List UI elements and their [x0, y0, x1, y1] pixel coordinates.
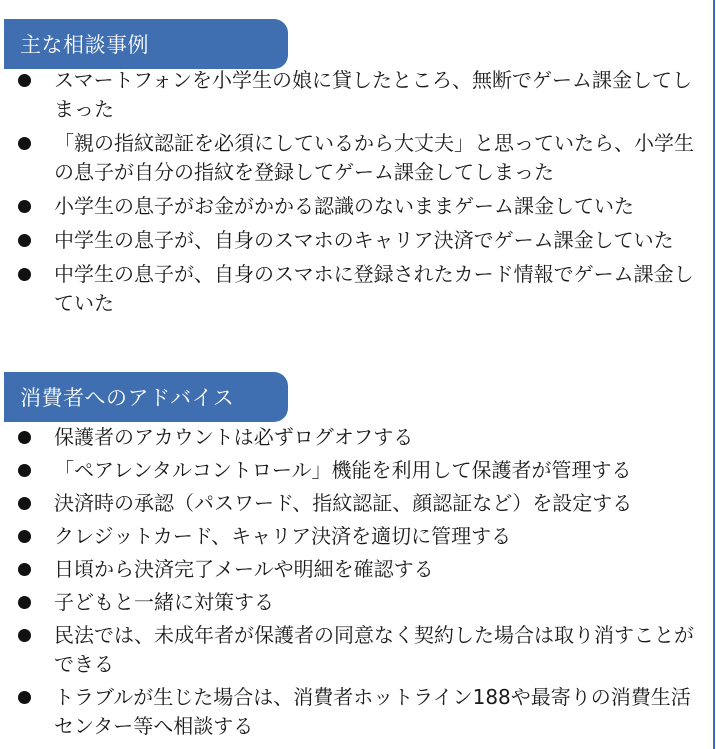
list-item-text: クレジットカード、キャリア決済を適切に管理する: [54, 524, 512, 548]
consultation-cases-list: [16, 66, 706, 323]
list-item: [16, 423, 706, 452]
list-item: [16, 456, 706, 485]
bullet-icon: [18, 530, 31, 543]
list-item: [16, 260, 706, 318]
bullet-icon: [18, 629, 31, 642]
bullet-icon: [18, 464, 31, 477]
bullet-icon: [18, 497, 31, 510]
list-item-text: 日頃から決済完了メールや明細を確認する: [54, 557, 434, 581]
list-item: [16, 129, 706, 187]
list-item: [16, 66, 706, 124]
bullet-icon: [18, 234, 31, 247]
list-item: [16, 489, 706, 518]
list-item-text: スマートフォンを小学生の娘に貸したところ、無断でゲーム課金してしまった: [54, 68, 692, 121]
list-item-text: 「ペアレンタルコントロール」機能を利用して保護者が管理する: [54, 458, 632, 482]
section-title: 消費者へのアドバイス: [20, 386, 235, 410]
list-item: [16, 522, 706, 551]
bullet-icon: [18, 596, 31, 609]
list-item-text: 小学生の息子がお金がかかる認識のないままゲーム課金していた: [54, 194, 634, 218]
right-border-rule: [713, 0, 715, 749]
section-header-consumer-advice: [4, 372, 288, 422]
list-item: [16, 192, 706, 221]
bullet-icon: [18, 137, 31, 150]
list-item-text: 決済時の承認（パスワード、指紋認証、顔認証など）を設定する: [54, 491, 633, 515]
bullet-icon: [18, 200, 31, 213]
list-item-text: 子どもと一緒に対策する: [54, 590, 274, 614]
section-title: 主な相談事例: [20, 33, 149, 57]
bullet-icon: [18, 563, 31, 576]
bullet-icon: [18, 268, 31, 281]
list-item: [16, 683, 706, 741]
bullet-icon: [18, 74, 31, 87]
list-item-text: トラブルが生じた場合は、消費者ホットライン188や最寄りの消費生活センター等へ相談する: [54, 685, 691, 738]
list-item-text: 中学生の息子が、自身のスマホに登録されたカード情報でゲーム課金していた: [54, 262, 694, 315]
bullet-icon: [18, 431, 31, 444]
list-item-text: 保護者のアカウントは必ずログオフする: [54, 425, 414, 449]
list-item-text: 民法では、未成年者が保護者の同意なく契約した場合は取り消すことができる: [54, 623, 694, 676]
consumer-advice-list: [16, 423, 706, 745]
bullet-icon: [18, 691, 31, 704]
list-item-text: 中学生の息子が、自身のスマホのキャリア決済でゲーム課金していた: [54, 228, 674, 252]
section-header-consultation-cases: [4, 19, 288, 69]
list-item: [16, 588, 706, 617]
list-item-text: 「親の指紋認証を必須にしているから大丈夫」と思っていたら、小学生の息子が自分の指紋を登録してゲーム課金してしまった: [54, 131, 694, 184]
list-item: [16, 555, 706, 584]
list-item: [16, 226, 706, 255]
list-item: [16, 621, 706, 679]
